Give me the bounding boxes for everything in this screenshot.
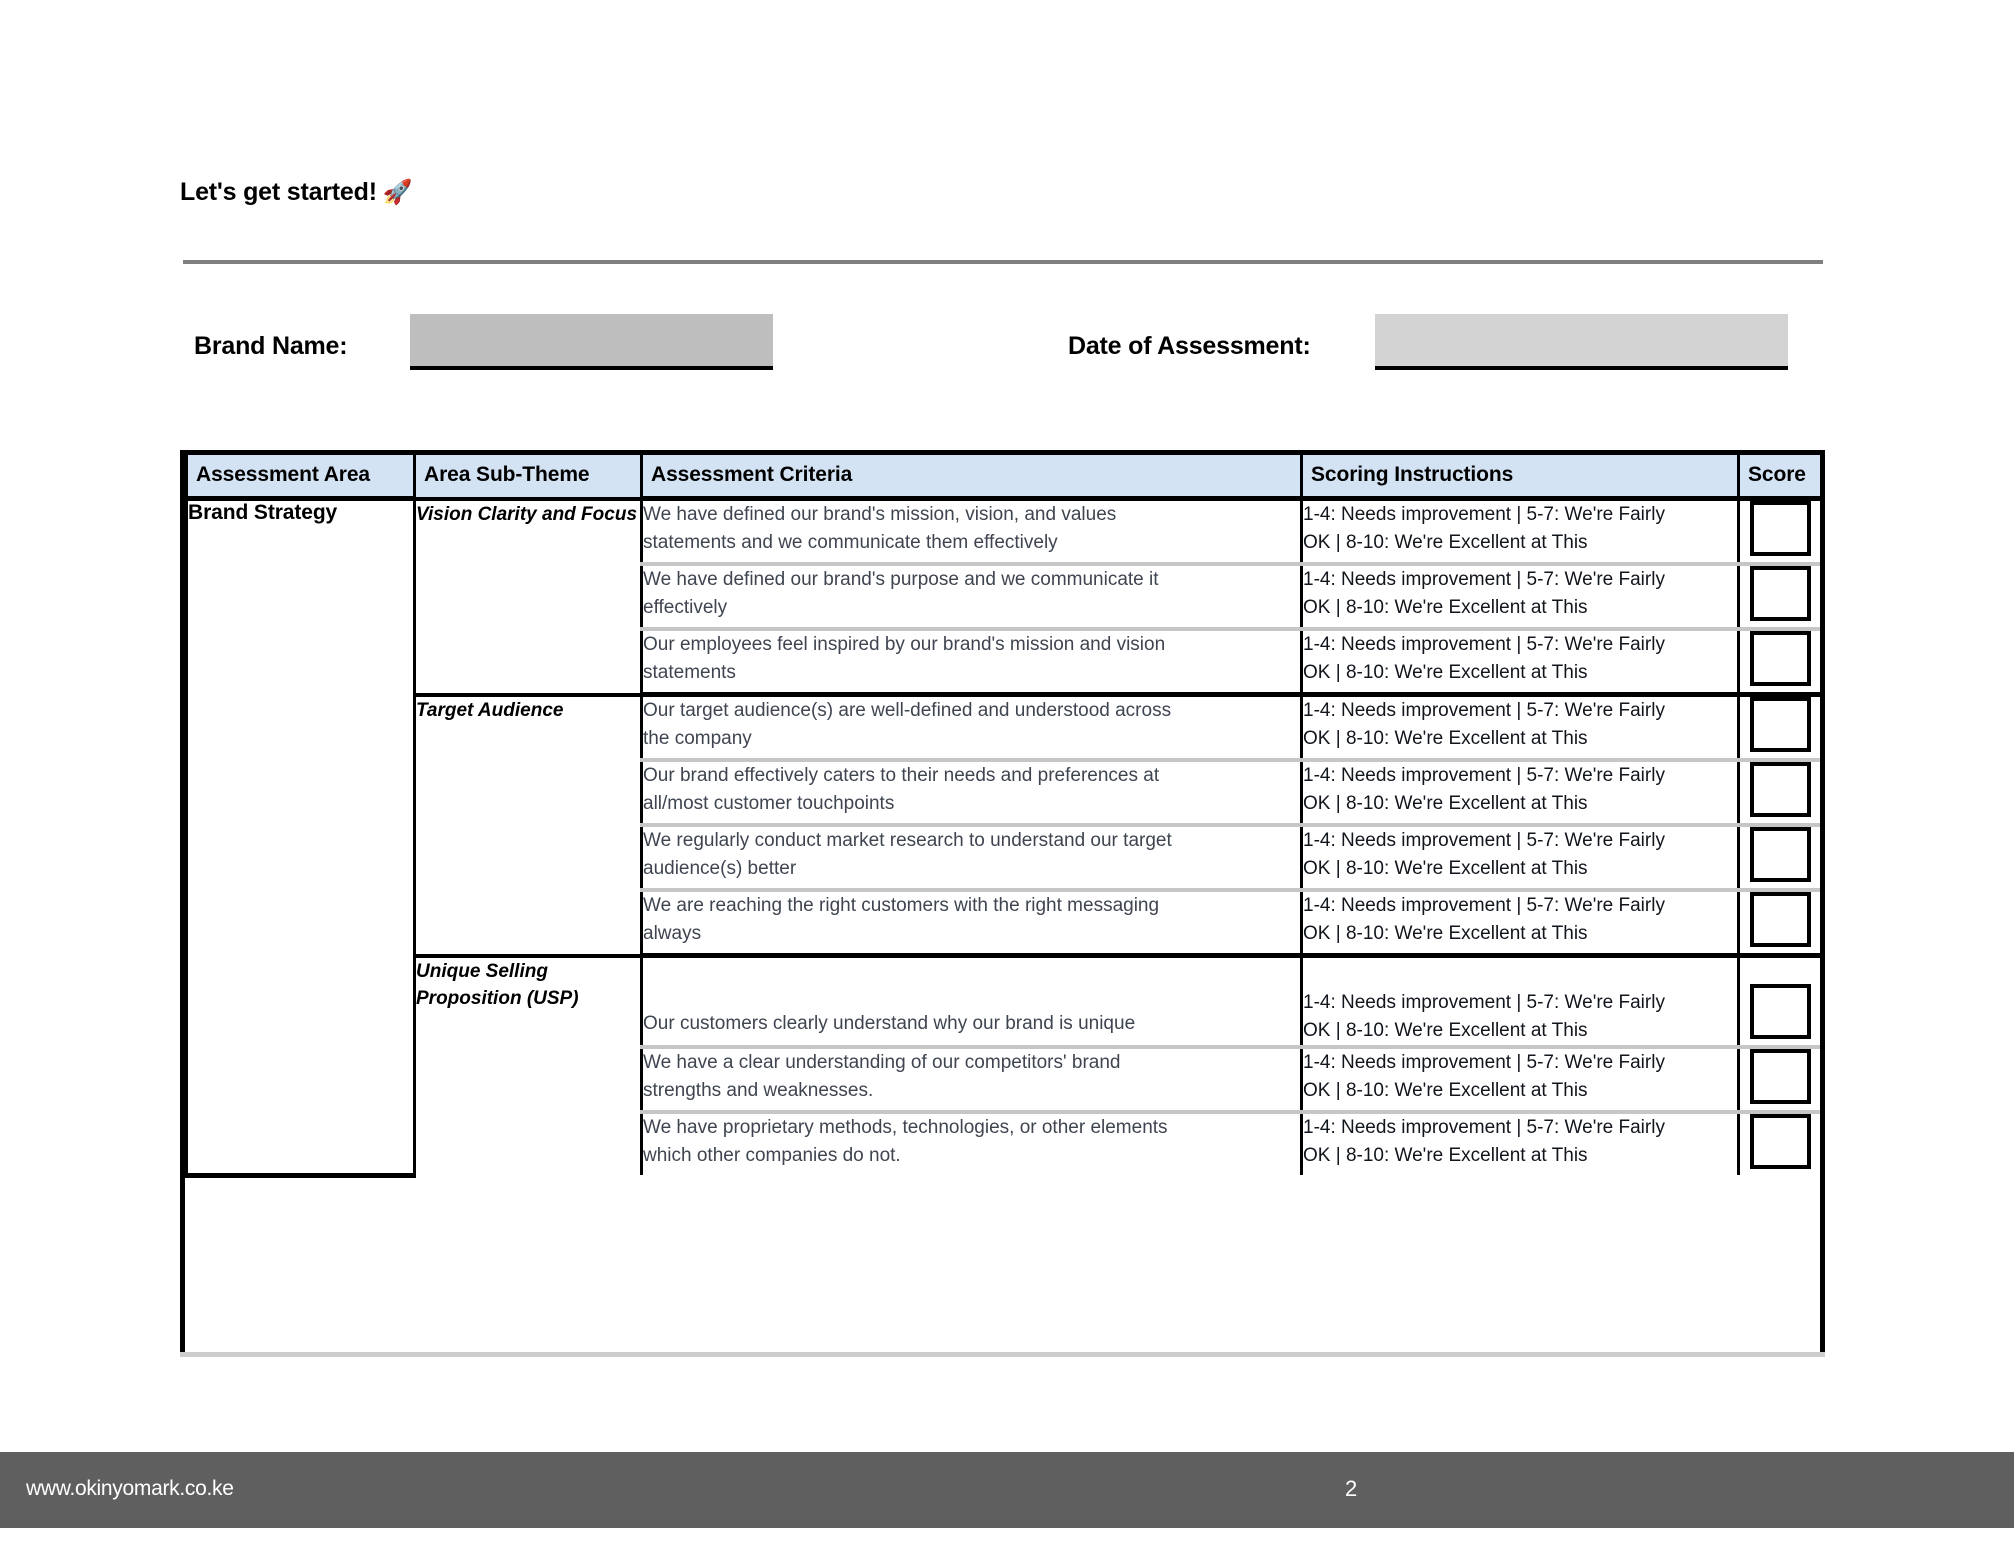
score-cell [1739,1112,1822,1175]
criteria-cell [642,695,1302,761]
criteria-line-2: which other companies do not. [643,1144,901,1166]
criteria-line-2: statements [643,661,736,683]
scoring-line-1: 1-4: Needs improvement | 5-7: We're Fairly [1303,895,1665,916]
score-cell [1739,1047,1822,1112]
scoring-line-1: 1-4: Needs improvement | 5-7: We're Fairly [1303,569,1665,590]
criteria-line-2: effectively [643,596,728,618]
column-header-scoring-instructions: Scoring Instructions [1302,453,1739,499]
criteria-line-1: We have defined our brand's mission, vision, and values [643,504,1117,525]
criteria-line-1: We have a clear understanding of our competitors' brand [643,1052,1121,1073]
scoring-line-2: OK | 8-10: We're Excellent at This [1303,661,1588,683]
criteria-cell [642,629,1302,695]
criteria-line-2: always [643,922,702,944]
scoring-line-2: OK | 8-10: We're Excellent at This [1303,1019,1588,1041]
criteria-cell [642,1047,1302,1112]
score-input[interactable] [1750,1049,1811,1104]
footer-page-number: 2 [1345,1476,1358,1501]
scoring-line-2: OK | 8-10: We're Excellent at This [1303,922,1588,944]
score-cell [1739,956,1822,1048]
rocket-icon: 🚀 [382,179,413,206]
scoring-instructions-cell [1302,499,1739,565]
page-footer [0,1452,2014,1528]
score-input[interactable] [1750,892,1811,947]
score-input[interactable] [1750,984,1811,1039]
score-cell [1739,695,1822,761]
scoring-line-2: OK | 8-10: We're Excellent at This [1303,727,1588,749]
criteria-line-1: We have proprietary methods, technologies, or other elements [643,1117,1168,1138]
sub-theme-line-1: Vision Clarity [416,503,537,525]
scoring-line-1: 1-4: Needs improvement | 5-7: We're Fairly [1303,1117,1665,1138]
scoring-line-1: 1-4: Needs improvement | 5-7: We're Fairly [1303,634,1665,655]
criteria-cell [642,499,1302,565]
brand-name-input[interactable] [410,314,773,370]
score-cell [1739,564,1822,629]
table-bottom-edge [180,1352,1825,1357]
scoring-line-2: OK | 8-10: We're Excellent at This [1303,857,1588,879]
scoring-line-1: 1-4: Needs improvement | 5-7: We're Fairly [1303,765,1665,786]
score-cell [1739,499,1822,565]
brand-name-label: Brand Name: [194,332,348,360]
scoring-line-2: OK | 8-10: We're Excellent at This [1303,1144,1588,1166]
table-row [187,956,1822,1048]
column-header-area-sub-theme: Area Sub-Theme [415,453,642,499]
table-row [187,695,1822,761]
score-input[interactable] [1750,566,1811,621]
scoring-line-2: OK | 8-10: We're Excellent at This [1303,1079,1588,1101]
sub-theme-cell-unique-selling-proposition [415,956,642,1176]
date-of-assessment-input[interactable] [1375,314,1788,370]
page-title-text: Let's get started! [180,178,377,206]
criteria-cell [642,956,1302,1048]
scoring-instructions-cell [1302,1047,1739,1112]
scoring-instructions-cell [1302,629,1739,695]
sub-theme-line-2: Proposition (USP) [416,988,579,1010]
scoring-line-1: 1-4: Needs improvement | 5-7: We're Fairly [1303,504,1665,525]
criteria-line-1: Our brand effectively caters to their needs and preferences at [643,765,1160,786]
criteria-line-1: Our customers clearly understand why our brand is unique [643,1013,1136,1034]
scoring-line-1: 1-4: Needs improvement | 5-7: We're Fairly [1303,992,1665,1013]
criteria-cell [642,825,1302,890]
score-input[interactable] [1750,827,1811,882]
score-input[interactable] [1750,631,1811,686]
criteria-line-2: statements and we communicate them effectively [643,531,1058,553]
assessment-area-cell: Brand Strategy [187,499,415,1176]
scoring-line-1: 1-4: Needs improvement | 5-7: We're Fairly [1303,830,1665,851]
scoring-line-2: OK | 8-10: We're Excellent at This [1303,531,1588,553]
sub-theme-line-1: Target Audience [416,699,564,721]
score-input[interactable] [1750,762,1811,817]
column-header-assessment-criteria: Assessment Criteria [642,453,1302,499]
form-fields [180,310,1825,372]
footer-baseline [0,1528,2014,1546]
column-header-assessment-area: Assessment Area [187,453,415,499]
sub-theme-line-2: and Focus [542,503,638,525]
criteria-line-2: audience(s) better [643,857,797,879]
footer-website-url[interactable]: www.okinyomark.co.ke [26,1477,234,1500]
assessment-table [185,450,1823,1178]
criteria-cell [642,760,1302,825]
sub-theme-cell-vision-clarity-and-focus [415,499,642,695]
scoring-line-1: 1-4: Needs improvement | 5-7: We're Fairly [1303,1052,1665,1073]
criteria-line-2: strengths and weaknesses. [643,1079,874,1101]
page-title [180,178,413,207]
assessment-table-container [180,450,1825,1354]
scoring-instructions-cell [1302,695,1739,761]
criteria-line-1: We are reaching the right customers with the right messaging [643,895,1160,916]
score-cell [1739,890,1822,956]
criteria-line-1: We regularly conduct market research to understand our target [643,830,1172,851]
scoring-instructions-cell [1302,890,1739,956]
table-header-row [187,453,1822,499]
scoring-instructions-cell [1302,1112,1739,1175]
score-input[interactable] [1750,501,1811,556]
criteria-line-2: the company [643,727,752,749]
score-cell [1739,760,1822,825]
criteria-cell [642,890,1302,956]
table-row [187,499,1822,565]
score-cell [1739,825,1822,890]
title-divider [183,260,1823,264]
criteria-line-1: We have defined our brand's purpose and we communicate it [643,569,1159,590]
criteria-line-1: Our employees feel inspired by our brand's mission and vision [643,634,1166,655]
scoring-line-1: 1-4: Needs improvement | 5-7: We're Fairly [1303,700,1665,721]
criteria-cell [642,564,1302,629]
scoring-instructions-cell [1302,825,1739,890]
scoring-line-2: OK | 8-10: We're Excellent at This [1303,596,1588,618]
criteria-line-2: all/most customer touchpoints [643,792,895,814]
criteria-line-1: Our target audience(s) are well-defined and understood across [643,700,1172,721]
score-cell [1739,629,1822,695]
score-input[interactable] [1750,697,1811,752]
criteria-cell [642,1112,1302,1175]
sub-theme-line-1: Unique Selling [416,960,548,982]
date-of-assessment-label: Date of Assessment: [1068,332,1311,360]
scoring-instructions-cell [1302,760,1739,825]
scoring-line-2: OK | 8-10: We're Excellent at This [1303,792,1588,814]
scoring-instructions-cell [1302,564,1739,629]
score-input[interactable] [1750,1114,1811,1169]
column-header-score: Score [1739,453,1822,499]
sub-theme-cell-target-audience [415,695,642,956]
scoring-instructions-cell [1302,956,1739,1048]
